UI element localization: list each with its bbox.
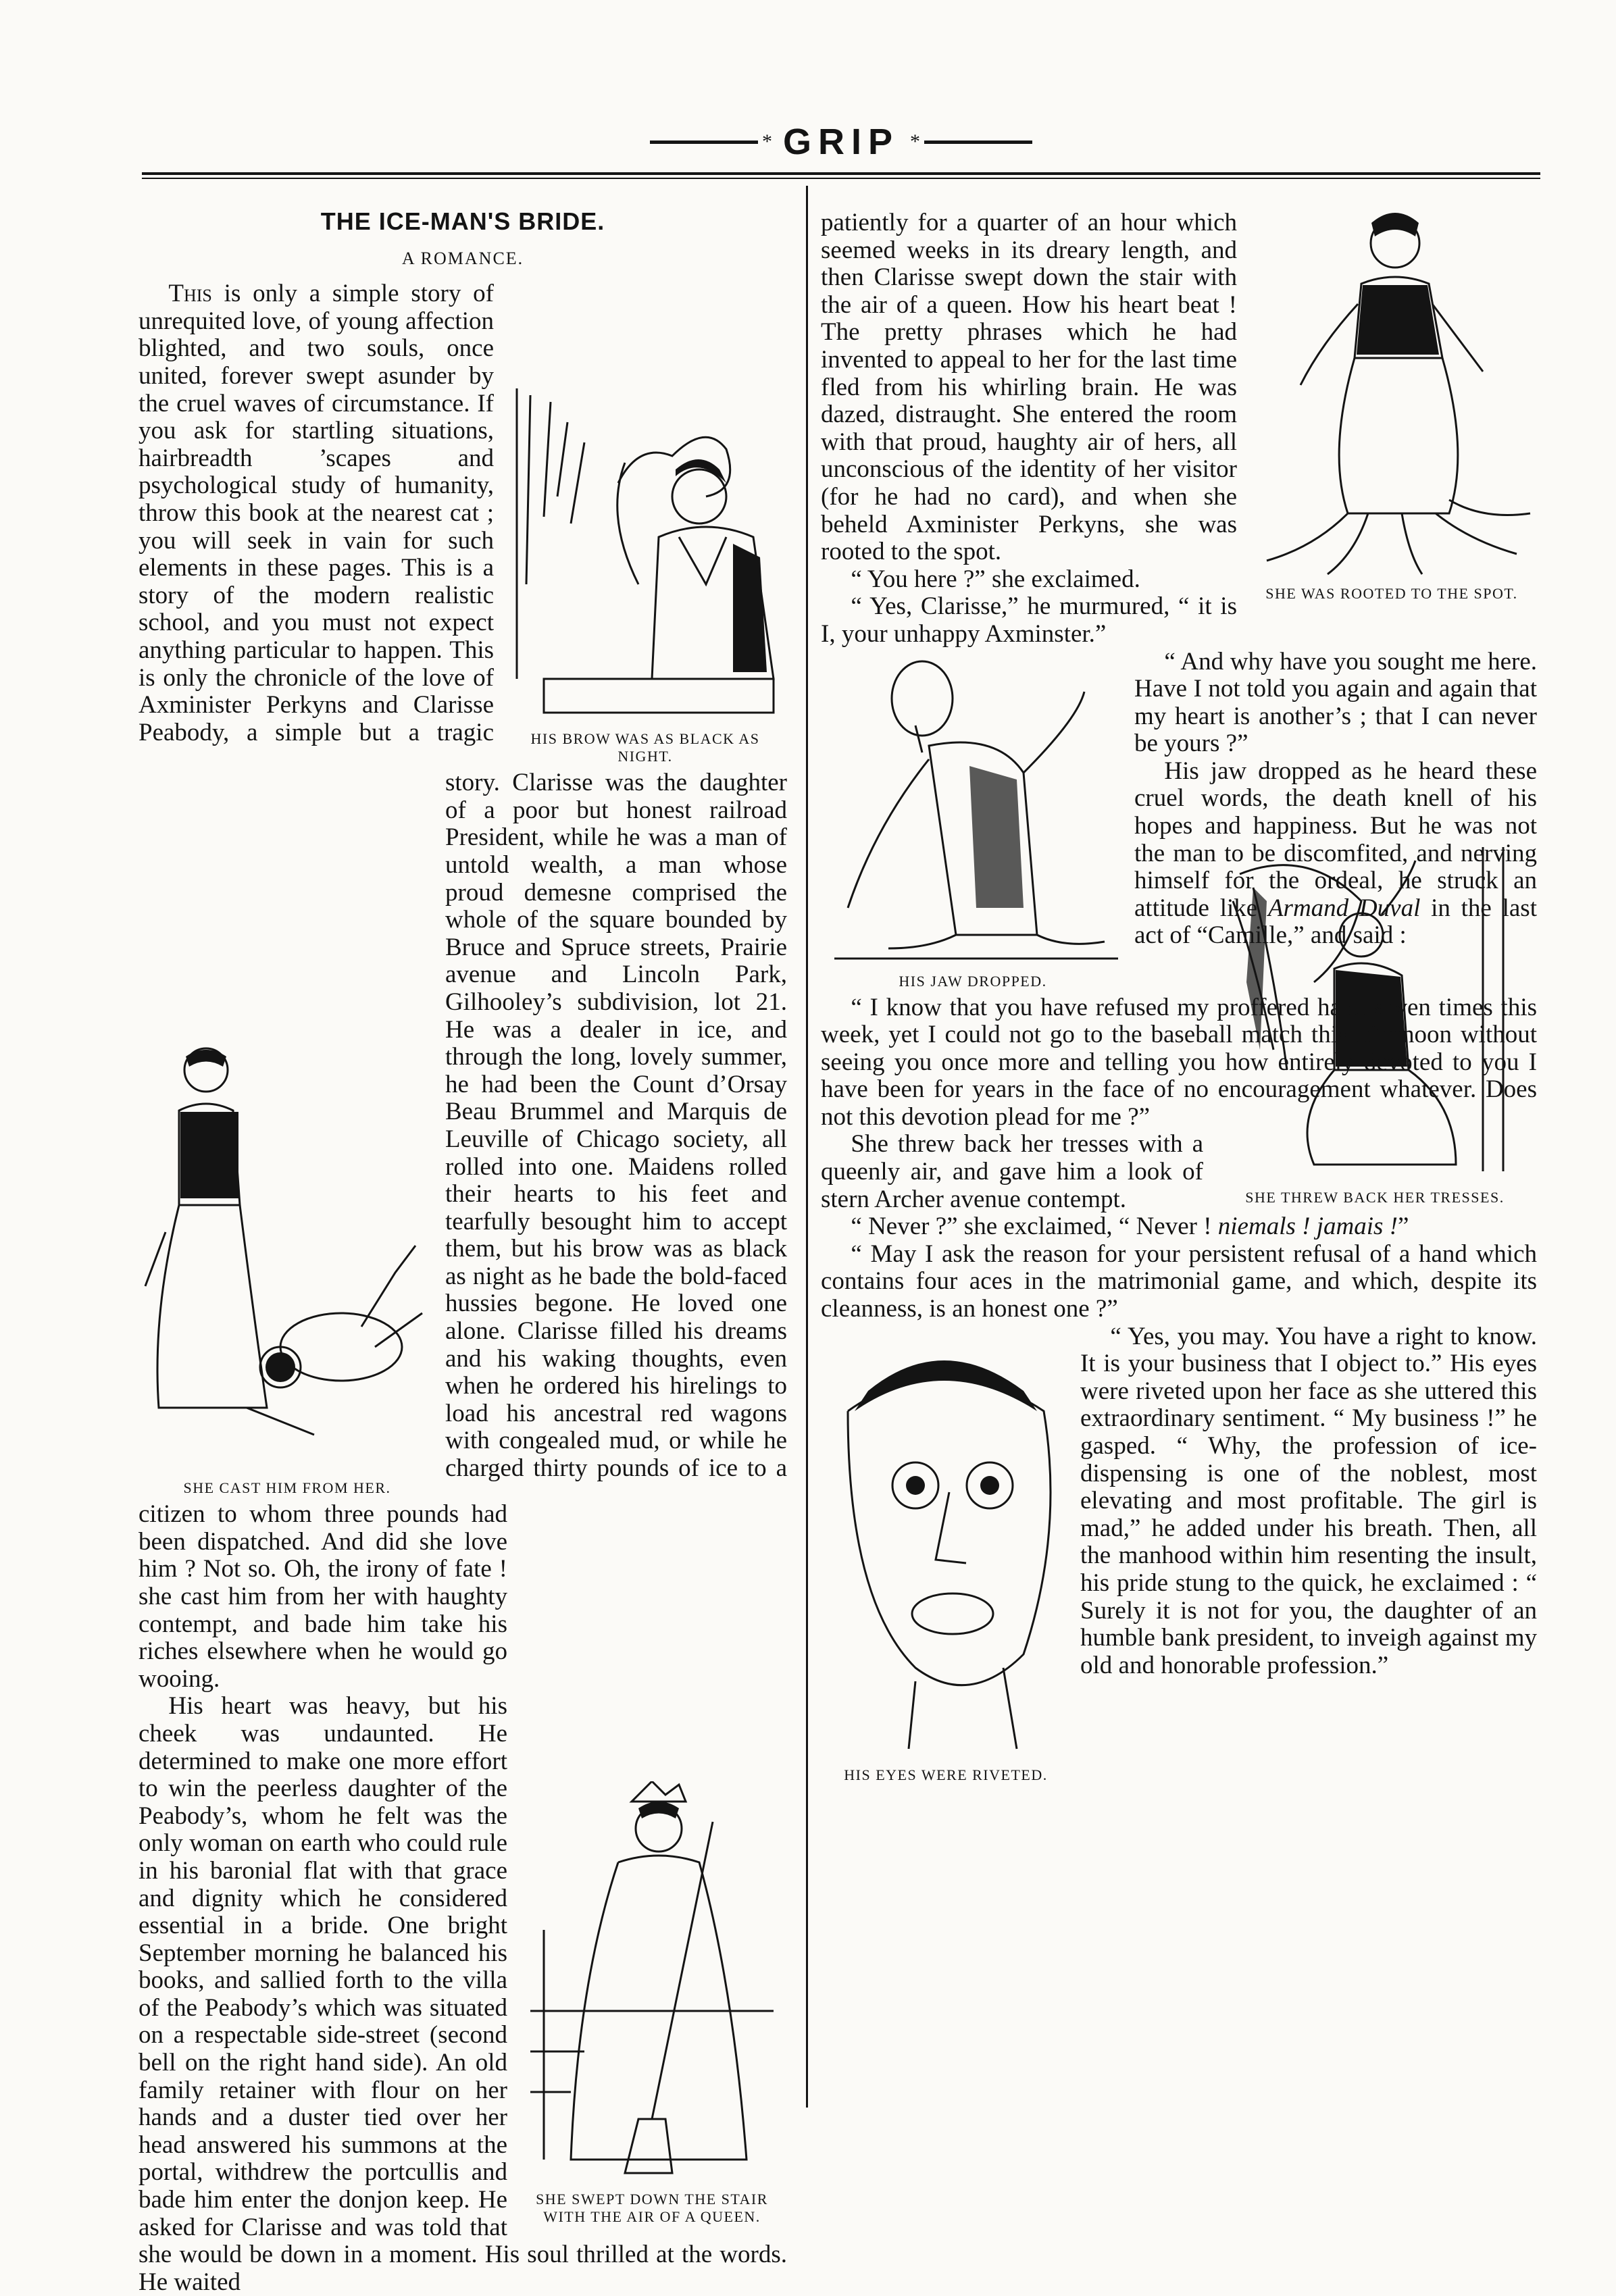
figure-jaw <box>821 651 1125 990</box>
man-jaw-dropped-icon <box>821 651 1125 969</box>
article-title: THE ICE-MAN'S BRIDE. <box>320 207 605 235</box>
article-subtitle: A ROMANCE. <box>401 248 524 268</box>
staring-face-icon <box>821 1330 1071 1762</box>
opening-word: This <box>168 280 212 308</box>
caption-eyes: HIS EYES WERE RIVETED. <box>844 1766 1048 1783</box>
left-column <box>138 196 787 2296</box>
caption-tresses: SHE THREW BACK HER TRESSES. <box>1245 1189 1505 1206</box>
right-paragraph-9: “ May I ask the reason for your persistent refusal of a hand which contains four aces in the matrimonial game, and which, despite its cleanness, is an honest one ?” <box>821 1240 1537 1323</box>
figure-swept <box>517 1781 787 2226</box>
caption-brow: HIS BROW WAS AS BLACK AS NIGHT. <box>530 730 760 765</box>
caption-rooted: SHE WAS ROOTED TO THE SPOT. <box>1265 585 1518 602</box>
header-rule-thin <box>142 178 1540 179</box>
right-paragraph-8 <box>821 1213 1537 1241</box>
right-paragraph-2: “ You here ?” she exclaimed. <box>851 565 1140 593</box>
right-column <box>821 209 1537 1788</box>
right-paragraph-3: “ Yes, Clarisse,” he murmured, “ it is I, your unhappy Axminster.” <box>821 592 1237 648</box>
woman-kicking-man-icon <box>138 1029 436 1475</box>
left-paragraph-2: His heart was heavy, but his cheek was undaunted. He determined to make one more effort to win the peerless daughter of the Peabody’s, whom he felt was the only woman on earth who could rule in his baronial flat with that grace and dignity which he considered essential in a bride. One bright September morning he balanced his books, and sallied forth to the villa of the Peabody’s which was situated on a respectable side-street (second bell on the right hand side). An old family retainer with flour on her hands and a duster tied over her head answered his summons at the portal, withdrew the portcullis and bade him enter the donjon keep. He asked for Clarisse and was told that she would be down in a moment. His soul thrilled at the words. He waited <box>138 1692 787 2296</box>
masthead-title: GRIP <box>782 122 900 162</box>
right-paragraph-5-end: in the last act of “Camille,” and said : <box>1134 894 1537 950</box>
armand-duval: Armand Duval <box>1267 894 1421 922</box>
man-at-window-icon <box>503 382 787 726</box>
right-paragraph-8-text: “ Never ?” she exclaimed, “ Never ! <box>851 1213 1218 1241</box>
caption-jaw: HIS JAW DROPPED. <box>899 972 1047 990</box>
right-paragraph-4: “ And why have you sought me here. Have I not told you again and again that my heart is another’s ; that I can never be yours ?” <box>1134 647 1537 758</box>
figure-rooted <box>1246 196 1537 603</box>
header-rule <box>142 172 1540 175</box>
never-foreign: niemals ! jamais ! <box>1217 1213 1398 1241</box>
figure-brow <box>503 382 787 765</box>
right-paragraph-1: patiently for a quarter of an hour which seemed weeks in its dreary length, and then Clarisse swept down the stair with the air of a queen. How his heart beat ! The pretty phrases which he had invented to appeal to her for the last time fled from his whirling brain. He was dazed, distraught. She entered the room with that proud, haughty air of hers, all unconscious of the identity of her visitor (for he had no card), and when she beheld Axminister Perkyns, she was rooted to the spot. <box>821 209 1237 566</box>
caption-cast: SHE CAST HIM FROM HER. <box>183 1479 391 1497</box>
masthead-star-right: * <box>910 130 921 153</box>
woman-with-broom-icon <box>517 1781 787 2187</box>
right-paragraph-5-text: His jaw dropped as he heard these cruel words, the death knell of his hopes and happiness. But he was not the man to be discomfited, and nerving himself for the ordeal, he struck an attitude like <box>1134 757 1537 922</box>
right-paragraph-6-text: “ I know that you have refused my proffered hand seven times this week, yet I could not go to the baseball match this afternoon without seeing you once more and telling you how entirely devoted to you I have been for years in the face of no encouragement whatever. Does not this devotion plead for me ?” <box>821 993 1537 1131</box>
masthead-rule-right <box>924 141 1032 144</box>
right-paragraph-10: “ Yes, you may. You have a right to know. It is your business that I object to.” His eyes were riveted upon her face as she uttered this extraordinary sentiment. “ My business !” he gasped. “ Why, the profession of ice-dispensing is one of the noblest, most elevating and most profitable. The girl is mad,” he added under his breath. Then, all the manhood within him resenting the insult, his pride stung to the quick, he exclaimed : “ Surely it is not for you, the daughter of an humble bank president, to inveigh against my old and honorable profession.” <box>1080 1322 1537 1679</box>
left-paragraph-1-text: is only a simple story of unrequited love, of young affection blighted, and two souls, once united, forever swept asunder by the cruel waves of circumstance. If you ask for startling situations, hairbreadth ’scapes and psychological study of humanity, throw this book at the nearest cat ; you will seek in vain for such elements in these pages. This is a story of the modern realistic school, and you must not expect anything particular to happen. This is only the chronicle of the love of Axminister Perkyns and Clarisse Peabody, a simple but a tragic story. Clarisse was the daughter of a poor but honest railroad President, while he was a man of untold wealth, a man whose proud demesne comprised the whole of the square bounded by Bruce and Spruce streets, Prairie avenue and Lincoln Park, Gilhooley’s subdivision, lot 21. He was a dealer in ice, and through the long, lovely summer, he had been the Count d’Orsay Beau Brummel and Marquis de Leuville of Chicago society, all rolled into one. Maidens rolled their hearts to his feet and tearfully besought him to accept them, but his brow was as black as night as he bade the bold-faced hussies begone. He loved one alone. Clarisse filled his dreams and his waking thoughts, even when he ordered his hirelings to load his ancestral red wagons with congealed mud, or while he charged thirty pounds of ice to a citizen to whom three pounds had been dispatched. And did she love him ? Not so. Oh, the irony of fate ! she cast him from her with haughty contempt, and bade him take his riches elsewhere when he would go wooing. <box>138 280 787 1693</box>
woman-rooted-icon <box>1246 196 1537 581</box>
right-paragraph-7: She threw back her tresses with a queenly air, and gave him a look of stern Archer avenue contempt. <box>821 1130 1203 1213</box>
column-separator <box>806 186 808 2108</box>
figure-cast <box>138 1029 436 1497</box>
figure-eyes <box>821 1330 1071 1784</box>
masthead-rule-left <box>650 141 758 144</box>
masthead-star-left: * <box>761 130 772 153</box>
caption-swept: SHE SWEPT DOWN THE STAIR WITH THE AIR OF A QUEEN. <box>536 2191 768 2226</box>
masthead <box>142 115 1540 169</box>
right-paragraph-8-end: ” <box>1397 1213 1409 1241</box>
